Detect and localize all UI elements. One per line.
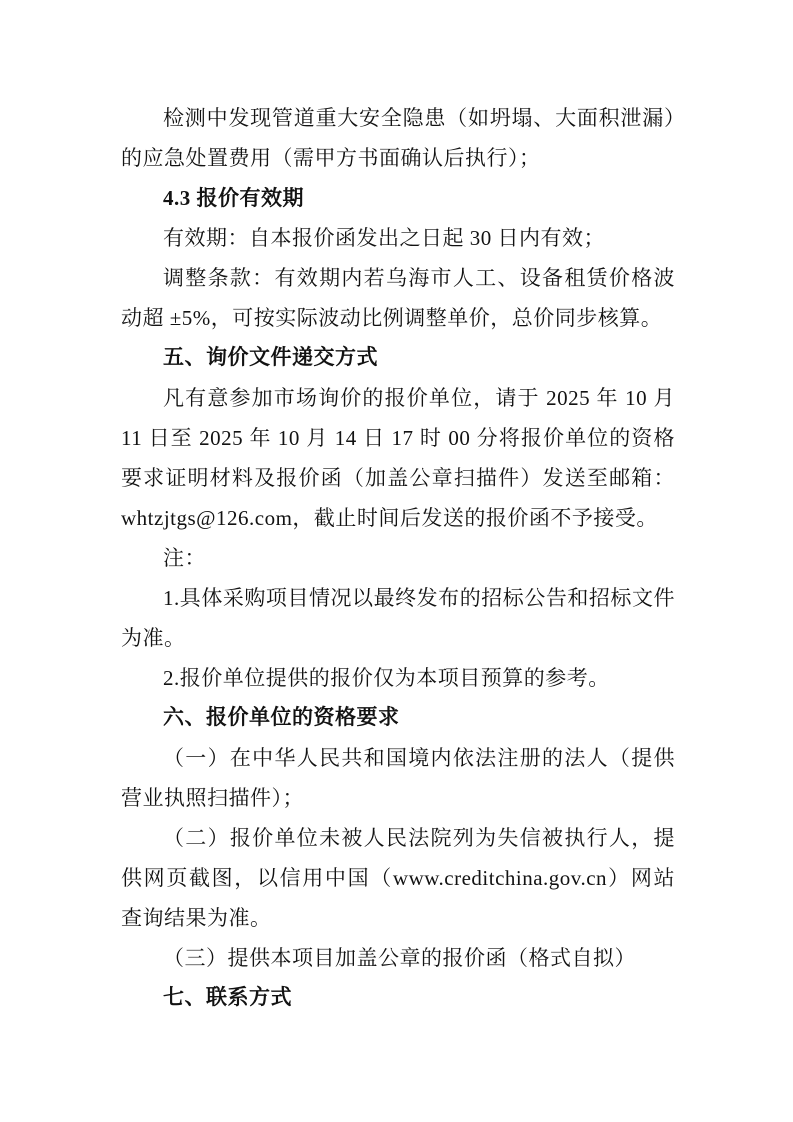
document-body — [121, 98, 675, 1018]
heading-5-submission-method: 五、询价文件递交方式 — [163, 346, 378, 369]
paragraph-note-label: 注： — [163, 546, 206, 570]
paragraph-submission-details: 凡有意参加市场询价的报价单位，请于 2025 年 10 月 11 日至 2025 年 10 月 14 日 17 时 00 分将报价单位的资格要求证明材料及报价函（加盖公章扫描件）发送至邮箱：whtzjtgs@126.com，截止时间后发送的报价函不予接受。 — [121, 386, 675, 530]
paragraph-qualification-1: （一）在中华人民共和国境内依法注册的法人（提供营业执照扫描件）； — [121, 746, 675, 810]
heading-7-contact: 七、联系方式 — [163, 986, 292, 1009]
paragraph-qualification-3: （三）提供本项目加盖公章的报价函（格式自拟） — [163, 946, 636, 970]
paragraph-qualification-2: （二）报价单位未被人民法院列为失信被执行人，提供网页截图，以信用中国（www.creditchina.gov.cn）网站查询结果为准。 — [121, 826, 675, 930]
paragraph-validity-period: 有效期：自本报价函发出之日起 30 日内有效； — [163, 226, 605, 250]
paragraph-adjustment-clause: 调整条款：有效期内若乌海市人工、设备租赁价格波动超 ±5%，可按实际波动比例调整单价，总价同步核算。 — [121, 266, 675, 330]
paragraph-emergency-cost: 检测中发现管道重大安全隐患（如坍塌、大面积泄漏）的应急处置费用（需甲方书面确认后执行）； — [121, 106, 675, 170]
paragraph-note-1: 1.具体采购项目情况以最终发布的招标公告和招标文件为准。 — [121, 586, 675, 650]
heading-6-qualification: 六、报价单位的资格要求 — [163, 706, 400, 729]
heading-4-3-quote-validity: 4.3 报价有效期 — [163, 186, 304, 210]
paragraph-note-2: 2.报价单位提供的报价仅为本项目预算的参考。 — [163, 666, 610, 690]
